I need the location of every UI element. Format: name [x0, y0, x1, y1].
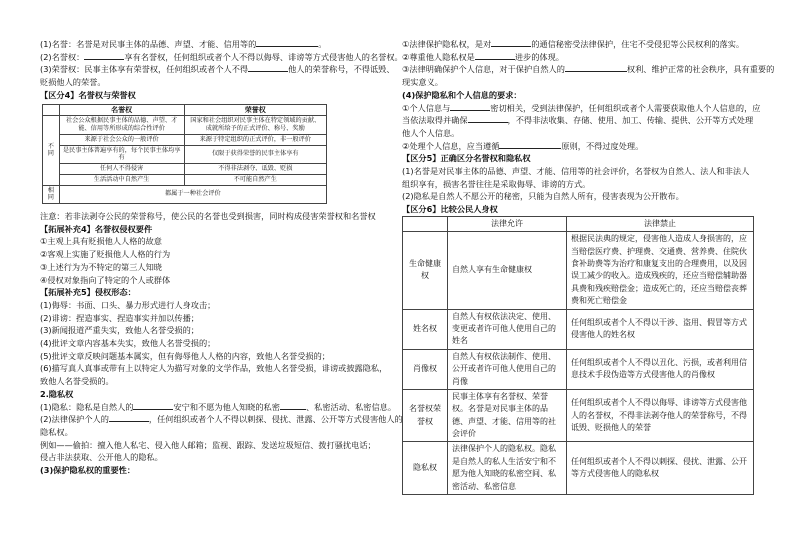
table-cell: 生活活动中自然产生: [59, 174, 184, 185]
row-label: 相同: [43, 185, 60, 204]
right-name: 隐私权: [403, 442, 448, 495]
answer-blank: [280, 401, 306, 410]
table-row: [403, 232, 754, 309]
answer-blank: [248, 63, 288, 72]
table-cell: 国家和社会组织对民事主体在特定领域的贡献、成就所给予的正式评价、称号、奖励: [184, 116, 326, 135]
privacy-protection-cont: 隐私权。: [40, 426, 73, 437]
list-item: ①主观上具有贬损他人人格的故意: [40, 236, 162, 247]
table-cell: 任何人不得侵害: [59, 164, 184, 175]
subheading: (4)保护隐私和个人信息的要求：: [402, 89, 522, 100]
answer-blank: [499, 140, 561, 149]
answer-blank: [256, 38, 318, 47]
distinction-text: (2)隐私是自然人不愿公开的秘密，只能为自然人所有，侵害表现为公开散布。: [402, 191, 684, 202]
right-name: 肖像权: [403, 349, 448, 389]
table-corner: [43, 104, 60, 116]
list-item: (1)侮辱：书面、口头、暴力形式进行人身攻击；: [40, 299, 216, 310]
rongyuquan-definition-cont: 贬损他人的荣誉。: [40, 77, 106, 88]
list-item-cont: 致他人名誉受损的。: [40, 376, 114, 387]
right-name: 生命健康权: [403, 232, 448, 309]
table-cell: 不可能自然产生: [184, 174, 326, 185]
table-cell: 自然人有权依法制作、使用、公开或者许可他人使用自己的肖像: [448, 349, 567, 389]
table-cell: 来源于社会公众的一般评价: [59, 134, 184, 145]
table-cell: 任何组织或者个人不得以丑化、污损，或者利用信息技术手段伪造等方式侵害他人的肖像权: [567, 349, 754, 389]
list-item: (5)批评文章反映问题基本属实，但有侮辱他人人格的内容，致他人名誉受损的；: [40, 350, 330, 361]
right-name: 名誉权荣誉权: [403, 389, 448, 442]
table-cell: 任何组织或者个人不得以干涉、盗用、假冒等方式侵害他人的姓名权: [567, 309, 754, 349]
table-cell: 任何组织或者个人不得以侮辱、诽谤等方式侵害他人的名誉权，不得非法剥夺他人的荣誉称号，不得诋毁、贬损他人的荣誉: [567, 389, 754, 442]
distinction-text: 组织享有，损害名誉往往是采取侮辱、诽谤的方式。: [402, 178, 591, 189]
section-heading: 【区分5】正确区分名誉权和隐私权: [402, 153, 531, 164]
rongyuquan-definition: (3)荣誉权：民事主体享有荣誉权，任何组织或者个人不得 他人的荣誉称号，不得诋毁、: [40, 64, 395, 75]
table-header: 荣誉权: [184, 104, 326, 116]
table-row: [403, 442, 754, 495]
requirement-item-cont: 当依法取得并确保 ，不得非法收集、存储、使用、加工、传输、提供、公开等方式处理: [402, 115, 754, 126]
list-item: (4)批评文章内容基本失实，致他人名誉受损的；: [40, 338, 216, 349]
requirement-item: ①个人信息与 密切相关，受到法律保护，任何组织或者个人需要获取他人个人信息的，应: [402, 102, 761, 113]
requirement-item: ②处理个人信息，应当遵循 原则，不得过度处理。: [402, 140, 644, 151]
subheading: (3)保护隐私权的重要性：: [40, 465, 136, 476]
answer-blank: [491, 38, 531, 47]
answer-blank: [450, 102, 490, 111]
right-name: 姓名权: [403, 309, 448, 349]
table-cell: 根据民法典的规定，侵害他人造成人身损害的，应当赔偿医疗费、护理费、交通费、营养费、住院伙食补助费等为治疗和康复支出的合理费用，以及因误工减少的收入。造成残疾的，还应当赔偿辅助器具费和残疾赔偿金；造成死亡的，还应当赔偿丧葬费和死亡赔偿金: [567, 232, 754, 309]
importance-item: ①法律保护隐私权，是对 的通信秘密受法律保护，住宅不受侵犯等公民权利的落实。: [402, 39, 745, 49]
importance-item-cont: 现实意义。: [402, 77, 443, 88]
answer-blank: [468, 114, 508, 123]
row-label: 不同: [43, 116, 60, 185]
table-cell: 不得非法剥夺、诋毁、贬损: [184, 164, 326, 175]
mingyu-definition: (1)名誉：名誉是对民事主体的品德、声望、才能、信用等的 。: [40, 39, 327, 49]
table-row: [403, 389, 754, 442]
comparison-table-mingyu-rongyu: [42, 104, 327, 205]
answer-blank: [565, 63, 627, 72]
table-cell: 来源于特定组织的正式评价，非一般评价: [184, 134, 326, 145]
list-item: (2)诽谤：捏造事实、捏造事实并加以传播；: [40, 312, 199, 323]
table-header: 法律允许: [448, 216, 567, 231]
table-cell: 法律保护个人的隐私权。隐私是自然人的私人生活安宁和不愿为他人知晓的私密空间、私密活动、私密信息: [448, 442, 567, 495]
answer-blank: [133, 401, 173, 410]
supplement-heading: 【拓展补充5】侵权形态：: [40, 287, 136, 298]
privacy-protection: (2)法律保护个人的 ，任何组织或者个人不得以刺探、侵扰、泄露、公开等方式侵害他人的: [40, 414, 403, 425]
list-item: ④侵权对象指向了特定的个人或群体: [40, 274, 171, 285]
section-heading: 【区分6】比较公民人身权: [402, 204, 498, 215]
privacy-definition: (1)隐私：隐私是自然人的 安宁和不愿为他人知晓的私密 、私密活动、私密信息。: [40, 401, 397, 412]
list-item: ③上述行为为不特定的第三人知晓: [40, 261, 162, 272]
requirement-item-cont: 他人个人信息。: [402, 127, 460, 138]
example-text: 例如——偷拍：擅入他人私宅、侵入他人邮箱；监视、跟踪、发送垃圾短信、拨打骚扰电话；: [40, 439, 376, 450]
importance-item: ②尊重他人隐私权是 进步的体现。: [402, 51, 564, 62]
list-item: (3)新闻报道严重失实，致他人名誉受损的；: [40, 325, 199, 336]
table-cell: 社会公众根据民事主体的品德、声望、才能、信用等所形成的综合性评价: [59, 116, 184, 135]
left-column: [40, 38, 403, 477]
table-cell: 民事主体享有名誉权、荣誉权。名誉是对民事主体的品德、声望、才能、信用等的社会评价: [448, 389, 567, 442]
table-corner: [403, 216, 448, 231]
table-cell: 是民事主体普遍享有的，每个民事主体均享有: [59, 145, 184, 164]
answer-blank: [84, 51, 124, 60]
note-text: 注意：若非法剥夺公民的荣誉称号，使公民的名誉也受到损害，同时构成侵害荣誉权和名誉权: [40, 211, 376, 222]
table-cell: 自然人享有生命健康权: [448, 232, 567, 309]
list-item: ②客观上实施了贬损他人人格的行为: [40, 249, 171, 260]
mingyuquan-definition: (2)名誉权： 享有名誉权，任何组织或者个人不得以侮辱、诽谤等方式侵害他人的名誉权。: [40, 51, 403, 62]
section-heading: 【区分4】名誉权与荣誉权: [40, 89, 136, 100]
answer-blank: [475, 51, 515, 60]
list-item: (6)描写真人真事或带有上以特定人为描写对象的文学作品，致他人名誉受损，诽谤或披露隐私，: [40, 363, 388, 374]
importance-item: ③法律明确保护个人信息，对于保护自然人的 权利、维护正常的社会秩序，具有重要的: [402, 64, 775, 75]
example-text-cont: 侵占非法获取、公开他人的隐私。: [40, 452, 163, 463]
table-cell: 自然人有权依法决定、使用、变更或者许可他人使用自己的姓名: [448, 309, 567, 349]
answer-blank: [109, 413, 149, 422]
section-heading: 2.隐私权: [40, 388, 74, 399]
table-row: [403, 349, 754, 389]
table-row: [403, 309, 754, 349]
table-header: 法律禁止: [567, 216, 754, 231]
table-cell: 都属于一种社会评价: [59, 185, 326, 204]
supplement-heading: 【拓展补充4】名誉权侵权要件: [40, 223, 153, 234]
right-column: [402, 38, 775, 495]
table-header: 名誉权: [59, 104, 184, 116]
table-cell: 任何组织或者个人不得以刺探、侵扰、泄露、公开等方式侵害他人的隐私权: [567, 442, 754, 495]
distinction-text: (1)名誉是对民事主体的品德、声望、才能、信用等的社会评价，名誉权为自然人、法人和非法人: [402, 166, 750, 177]
table-cell: 仅限于获得荣誉的民事主体享有: [184, 145, 326, 164]
personal-rights-table: [402, 216, 754, 495]
